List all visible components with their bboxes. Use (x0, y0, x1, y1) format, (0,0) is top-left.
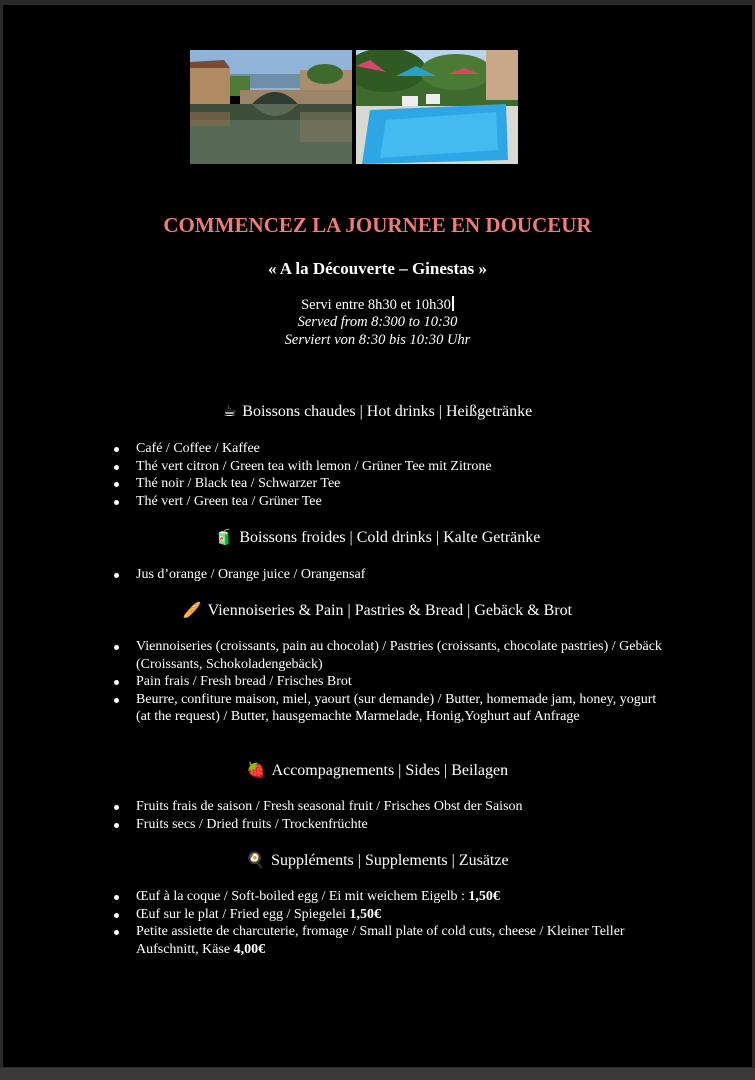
page-subtitle: « A la Découverte – Ginestas » (267, 259, 488, 278)
price-label: 1,50€ (349, 906, 381, 922)
canal-village-photo (190, 50, 352, 164)
text-cursor (452, 296, 454, 311)
juice-box-icon: 🧃 (214, 528, 234, 546)
price-label: 1,50€ (468, 889, 500, 904)
section-heading-sides: 🍓 Accompagnements | Sides | Beilagen (246, 761, 509, 779)
list-item: Thé vert citron / Green tea with lemon / Grüner Tee mit Zitrone (110, 458, 670, 476)
pastries-list (110, 638, 670, 726)
list-item: Thé noir / Black tea / Schwarzer Tee (110, 475, 670, 493)
bottom-edge (0, 1068, 755, 1080)
hot-beverage-icon: ☕ (222, 402, 237, 420)
fried-egg-icon: 🍳 (246, 851, 266, 869)
cold-drinks-list (110, 566, 670, 584)
price-label: 4,00€ (233, 941, 266, 957)
list-item: Fruits frais de saison / Fresh seasonal fruit / Frisches Obst der Saison (110, 798, 670, 816)
served-time-en: Served from 8:300 to 10:30 (297, 314, 458, 330)
section-heading-cold-drinks: 🧃 Boissons froides | Cold drinks | Kalte Getränke (214, 528, 541, 546)
list-item: Fruits secs / Dried fruits / Trockenfrüchte (110, 816, 670, 834)
list-item: Jus d’orange / Orange juice / Orangensaf (110, 566, 670, 584)
list-item: Pain frais / Fresh bread / Frisches Brot (110, 673, 670, 691)
served-time-de: Serviert von 8:30 bis 10:30 Uhr (284, 332, 471, 348)
list-item: Petite assiette de charcuterie, fromage / Small plate of cold cuts, cheese / Kleiner Teller Aufschnitt, Käse 4,00€ (110, 923, 670, 958)
list-item: Thé vert / Green tea / Grüner Tee (110, 493, 670, 511)
list-item: Beurre, confiture maison, miel, yaourt (sur demande) / Butter, homemade jam, honey, yogurt (at the request) / Butter, hausgemachte Marmelade, Honig,Yoghurt auf Anfrage (110, 691, 670, 726)
supplements-list (110, 888, 670, 958)
hot-drinks-list (110, 440, 670, 510)
sides-list (110, 798, 670, 833)
section-heading-hot-drinks: ☕ Boissons chaudes | Hot drinks | Heißgetränke (222, 402, 533, 420)
swimming-pool-photo (356, 50, 518, 164)
list-item: Œuf sur le plat / Fried egg / Spiegelei 1,50€ (110, 906, 670, 924)
section-heading-supplements: 🍳 Suppléments | Supplements | Zusätze (246, 851, 509, 869)
list-item: Viennoiseries (croissants, pain au chocolat) / Pastries (croissants, chocolate pastries) / Gebäck (Croissants, Schokoladengebäck) (110, 638, 670, 673)
list-item: Œuf à la coque / Soft-boiled egg / Ei mit weichem Eigelb : 1,50€ (110, 888, 670, 906)
page-title: COMMENCEZ LA JOURNEE EN DOUCEUR (163, 213, 592, 237)
list-item: Café / Coffee / Kaffee (110, 440, 670, 458)
baguette-icon: 🥖 (182, 601, 202, 619)
strawberry-icon: 🍓 (246, 761, 266, 779)
section-heading-pastries: 🥖 Viennoiseries & Pain | Pastries & Bread | Gebäck & Brot (182, 601, 573, 619)
served-time-fr: Servi entre 8h30 et 10h30 (0, 296, 755, 314)
